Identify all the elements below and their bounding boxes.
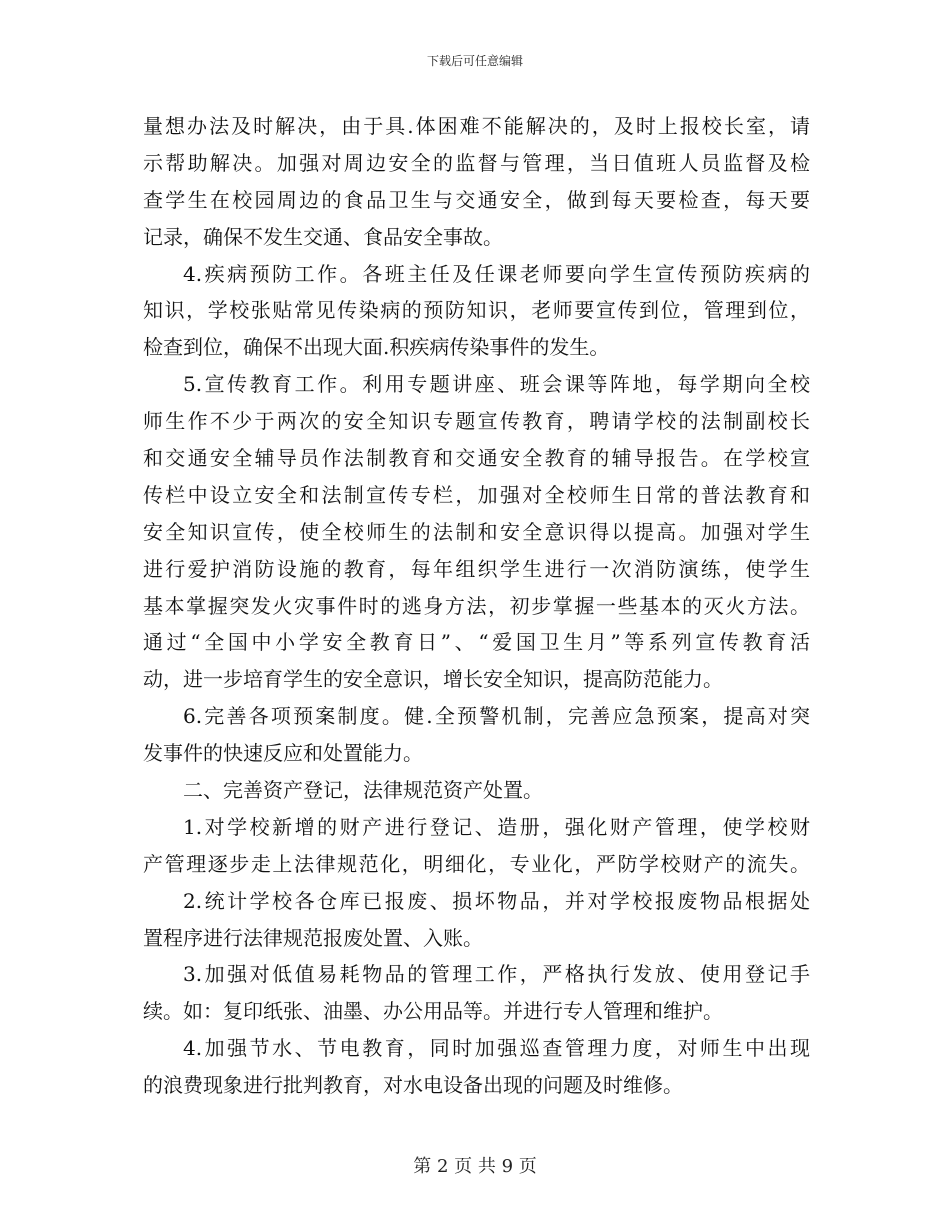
text-line: 传栏中设立安全和法制宣传专栏，加强对全校师生日常的普法教育和 [143, 482, 810, 507]
text-line: 记录，确保不发生交通、食品安全事故。 [143, 224, 503, 249]
text-line: 3.加强对低值易耗物品的管理工作，严格执行发放、使用登记手 [183, 962, 810, 987]
text-line: 二、完善资产登记，法律规范资产处置。 [183, 778, 543, 803]
text-line: 知识，学校张贴常见传染病的预防知识，老师要宣传到位，管理到位， [143, 298, 810, 323]
text-line: 和交通安全辅导员作法制教育和交通安全教育的辅导报告。在学校宣 [143, 446, 810, 471]
text-line: 发事件的快速反应和处置能力。 [143, 741, 423, 766]
text-line: 置程序进行法律规范报废处置、入账。 [143, 925, 483, 950]
text-line: 的浪费现象进行批判教育，对水电设备出现的问题及时维修。 [143, 1073, 683, 1098]
text-line: 5.宣传教育工作。利用专题讲座、班会课等阵地，每学期向全校 [183, 372, 810, 397]
text-line: 动，进一步培育学生的安全意识，增长安全知识，提高防范能力。 [143, 667, 723, 692]
text-line: 6.完善各项预案制度。健.全预警机制，完善应急预案，提高对突 [183, 704, 810, 729]
text-line: 4.加强节水、节电教育，同时加强巡查管理力度，对师生中出现 [183, 1036, 810, 1061]
body-text [143, 108, 810, 1104]
page-footer: 第 2 页 共 9 页 [413, 1156, 537, 1177]
text-line: 4.疾病预防工作。各班主任及任课老师要向学生宣传预防疾病的 [183, 261, 810, 286]
text-line: 通过“全国中小学安全教育日”、“爱国卫生月”等系列宣传教育活 [143, 630, 810, 655]
text-line: 1.对学校新增的财产进行登记、造册，强化财产管理，使学校财 [183, 814, 810, 839]
text-line: 示帮助解决。加强对周边安全的监督与管理，当日值班人员监督及检 [143, 150, 810, 175]
text-line: 基本掌握突发火灾事件时的逃身方法，初步掌握一些基本的灭火方法。 [143, 593, 810, 618]
text-line: 查学生在校园周边的食品卫生与交通安全，做到每天要检查，每天要 [143, 187, 810, 212]
text-line: 产管理逐步走上法律规范化，明细化，专业化，严防学校财产的流失。 [143, 851, 810, 876]
text-line: 量想办法及时解决，由于具.体困难不能解决的，及时上报校长室，请 [143, 114, 810, 138]
text-line: 检查到位，确保不出现大面.积疾病传染事件的发生。 [143, 335, 610, 360]
text-line: 师生作不少于两次的安全知识专题宣传教育，聘请学校的法制副校长 [143, 409, 810, 434]
text-line: 2.统计学校各仓库已报废、损坏物品，并对学校报废物品根据处 [183, 888, 810, 913]
text-line: 续。如：复印纸张、油墨、办公用品等。并进行专人管理和维护。 [143, 999, 723, 1024]
text-line: 安全知识宣传，使全校师生的法制和安全意识得以提高。加强对学生 [143, 519, 810, 544]
text-line: 进行爱护消防设施的教育，每年组织学生进行一次消防演练，使学生 [143, 556, 810, 581]
page-header: 下载后可任意编辑 [426, 54, 523, 68]
